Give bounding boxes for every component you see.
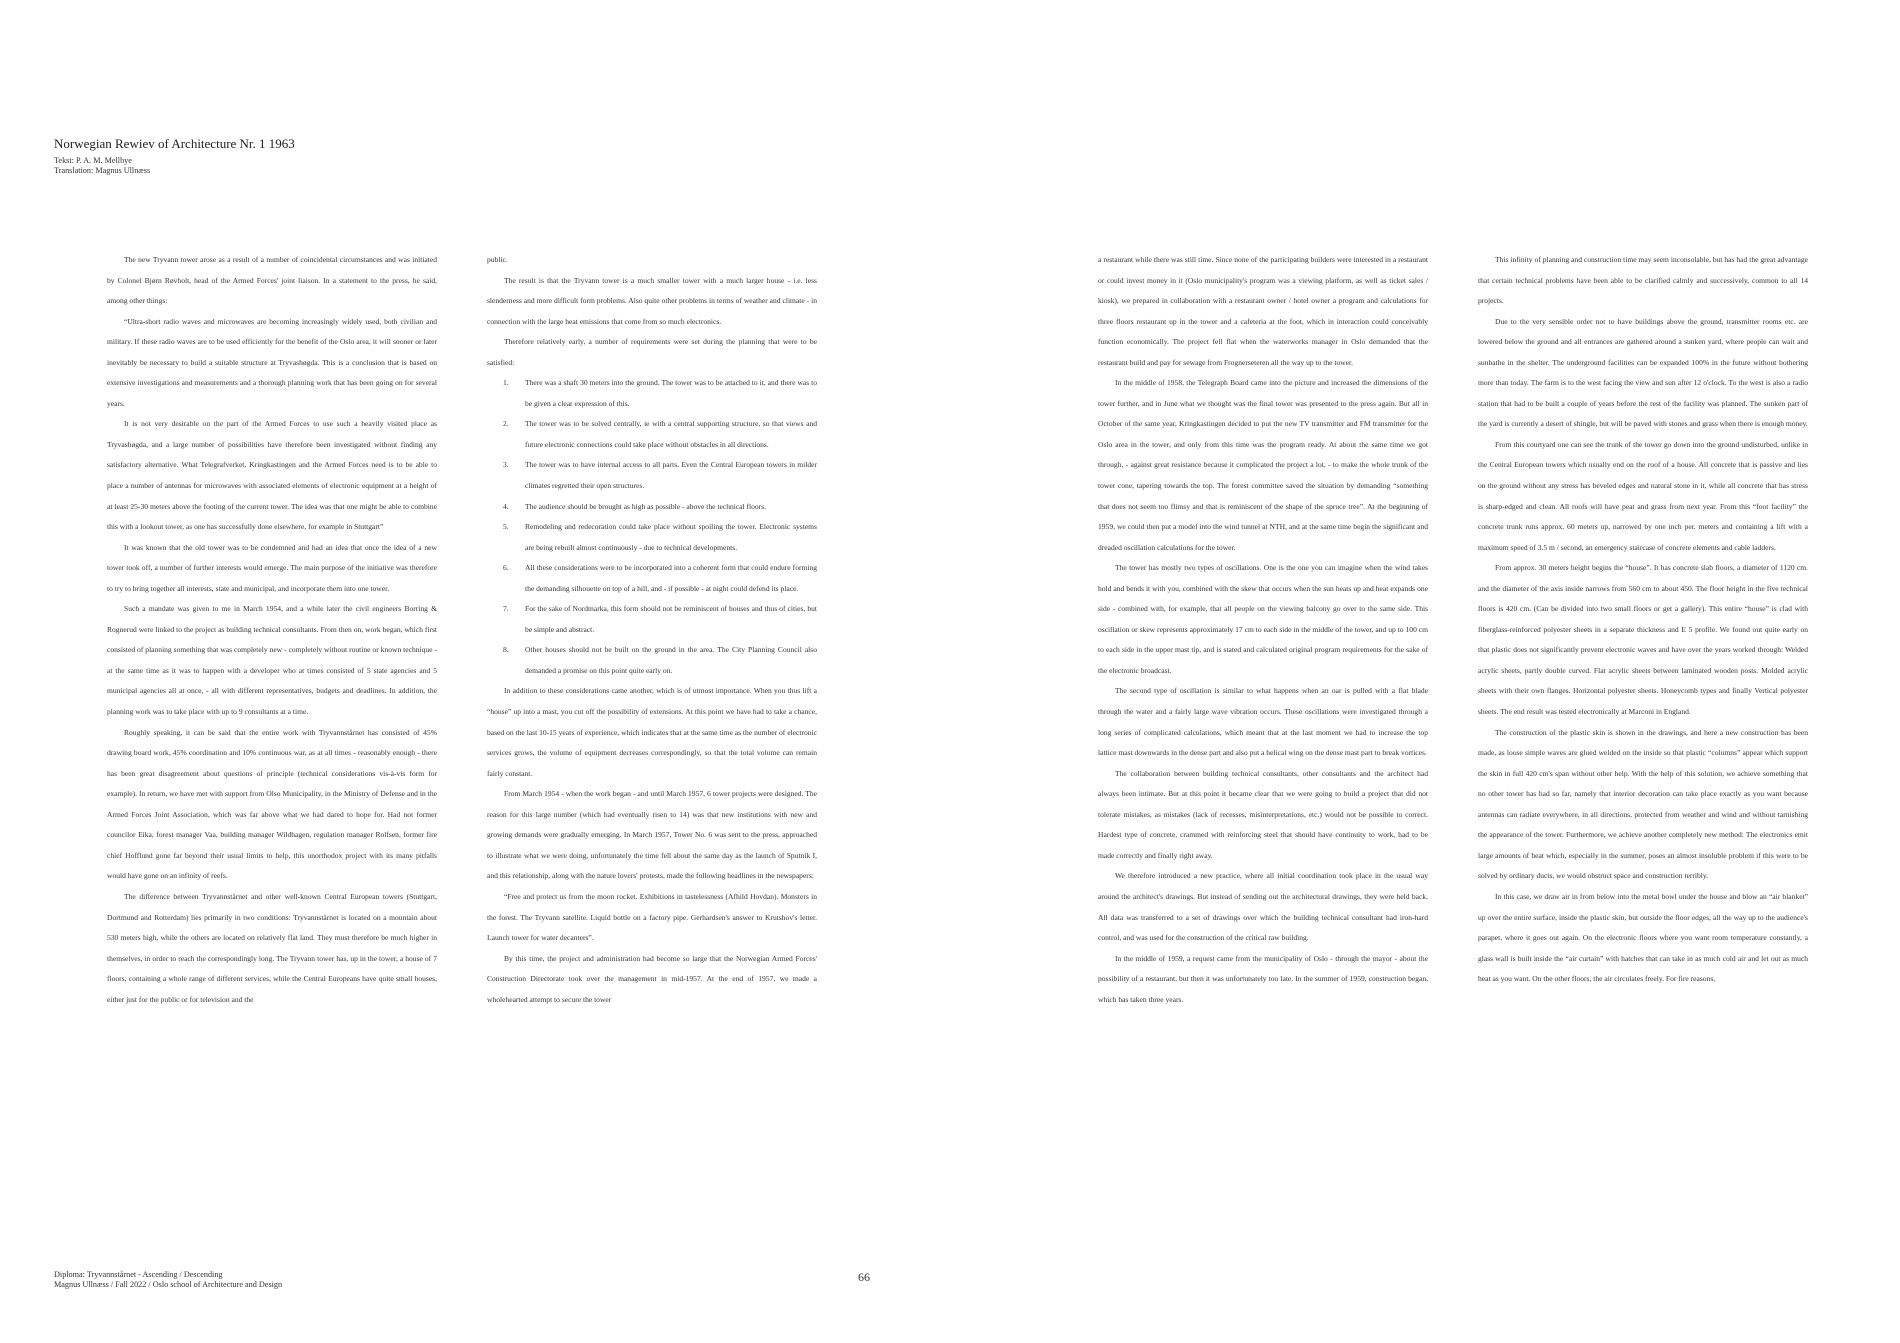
paragraph: It is not very desirable on the part of the Armed Forces to use such a heavily visited place as Tryvashøgda, and a large number of possibilities have therefore been investigated without finding any satisfactory alternative. What Telegrafverket, Kringkastingen and the Armed Forces need is to be able to place a number of antennas for microwaves with associated elements of electronic equipment at a height of at least 25-30 meters above the footing of the current tower. The idea was that one might be able to combine this with a lookout tower, as one has successfully done elsewhere, for example in Stuttgart” bbox=[107, 419, 437, 532]
footer-line-author: Magnus Ullnæss / Fall 2022 / Oslo school of Architecture and Design bbox=[54, 1280, 283, 1289]
paragraph: The second type of oscillation is similar to what happens when an oar is pulled with a flat blade through the water and a fairly large wave vibration occurs. These oscillations were investigated through a long series of complicated calculations, which meant that at the last moment we had to increase the top lattice mast downwards in the dense part and also put a helical wing on the dense mast part to break vortices. bbox=[1098, 686, 1428, 758]
paragraph: The construction of the plastic skin is shown in the drawings, and here a new construction has been made, as loose simple waves are glued welded on the inside so that plastic “columns” appear which support the skin in full 420 cm's span without other help. With the help of this solution, we achieve something that no other tower has had so far, namely that interior decoration can take place exactly as you want because antennas can radiate everywhere, in all directions, protected from weather and wind and without tarnishing the appearance of the tower. Furthermore, we achieve another completely new method: The electronics emit large amounts of heat which, especially in the summer, poses an almost insoluble problem if this were to be solved by ordinary ducts, we would obstruct space and construction terribly. bbox=[1478, 727, 1808, 881]
list-item bbox=[487, 497, 817, 518]
paragraph: “Ultra-short radio waves and microwaves are becoming increasingly widely used, both civilian and military. If these radio waves are to be used efficiently for the benefit of the Oslo area, it will sooner or later inevitably be necessary to build a suitable structure at Tryvashøgda. This is a conclusion that is based on extensive investigations and measurements and a thorough planning work that has been going on for several years. bbox=[107, 316, 437, 408]
paragraph: From approx. 30 meters height begins the “house”. It has concrete slab floors, a diameter of 1120 cm. and the diameter of the axis inside narrows from 560 cm to about 450. The floor height in the five technical floors is 420 cm. (Can be divided into two small floors or get a gallery). This entire “house” is clad with fiberglass-reinforced polyester sheets in a separate thickness and E 5 profile. We found out quite early on that plastic does not significantly prevent electronic waves and have over the years worked through: Welded acrylic sheets, partly double curved. Flat acrylic sheets between laminated wooden posts. Molded acrylic sheets with their own flanges. Horizontal polyester sheets. Honeycomb types and finally Vertical polyester sheets. The end result was tested electronically at Marconi in England. bbox=[1478, 563, 1808, 717]
paragraph: The difference between Tryvannstårnet and other well-known Central European towers (Stuttgart, Dortmund and Rotterdam) lies primarily in two conditions: Tryvannstårnet is located on a mountain about 530 meters high, while the others are located on relatively flat land. They must therefore be much higher in themselves, in order to reach the correspondingly long. The Tryvann tower has, up in the tower, a house of 7 floors, containing a whole range of different services, while the Central Europeans have quite small houses, either just for the public or for television and the bbox=[107, 891, 437, 1004]
paragraph: This infinity of planning and construction time may seem inconsolable, but has had the great advantage that certain technical problems have been able to be clarified calmly and successively, common to all 14 projects. bbox=[1478, 255, 1808, 306]
list-item bbox=[487, 640, 817, 681]
paragraph: It was known that the old tower was to be condemned and had an idea that once the idea of a new tower took off, a number of further interests would emerge. The main purpose of the initiative was therefore to try to bring together all interests, state and municipal, and incorporate them into one tower. bbox=[107, 542, 437, 593]
paragraph: The collaboration between building technical consultants, other consultants and the architect had always been intimate. But at this point it became clear that we were going to build a project that did not tolerate mistakes, as mistakes (lack of recesses, misinterpretations, etc.) would not be possible to correct. Hardest type of concrete, crammed with reinforcing steel that should have continuity to work, had to be made correctly and finally right away. bbox=[1098, 768, 1428, 860]
paragraph: In addition to these considerations came another, which is of utmost importance. When you thus lift a “house” up into a mast, you cut off the possibility of extensions. At this point we have had to take a chance, based on the last 10-15 years of experience, which indicates that at the same time as the number of electronic services grows, the volume of equipment decreases correspondingly, so that the total volume can remain fairly constant. bbox=[487, 686, 817, 778]
list-item bbox=[487, 455, 817, 496]
footer-line-diploma: Diploma: Tryvannstårnet - Ascending / Descending bbox=[54, 1270, 223, 1279]
translation-line: Translation: Magnus Ullnæss bbox=[54, 166, 151, 175]
page-footer bbox=[54, 1270, 282, 1290]
paragraph: The new Tryvann tower arose as a result of a number of coincidental circumstances and was initiated by Colonel Bjørn Røvholt, head of the Armed Forces' joint liaison. In a statement to the press, he said, among other things: bbox=[107, 255, 437, 306]
paragraph: In the middle of 1958, the Telegraph Board came into the picture and increased the dimensions of the tower further, and in June what we thought was the final tower was presented to the press again. But all in October of the same year, Kringkastingen decided to put the new TV transmitter and FM transmitter for the Oslo area in the tower, and only from this time was the program ready. At about the same time we got through, - against great resistance because it complicated the project a lot, - to make the whole trunk of the tower cone, tapering towards the top. The forest committee saved the situation by demanding “something that does not seem too flimsy and that is reminiscent of the shape of the spruce tree”. At the beginning of 1959, we could then put a model into the wind tunnel at NTH, and at the same time begin the significant and dreaded oscillation calculations for the tower. bbox=[1098, 378, 1428, 552]
text-column-4 bbox=[1478, 250, 1808, 990]
list-number: 8. bbox=[503, 645, 509, 655]
paragraph: In the middle of 1959, a request came from the municipality of Oslo - through the mayor - about the possibility of a restaurant, but then it was unfortunately too late. In the summer of 1959, construction began, which has taken three years. bbox=[1098, 953, 1428, 1004]
paragraph: From March 1954 - when the work began - and until March 1957, 6 tower projects were designed. The reason for this large number (which had eventually risen to 14) was that new institutions with new and growing demands were gradually emerging. In March 1957, Tower No. 6 was sent to the press, approached to illustrate what we were doing, unfortunately the time fell about the same day as the launch of Sputnik I, and this relationship, along with the nature lovers' protests, made the following headlines in the newspapers: bbox=[487, 789, 817, 881]
list-text: All these considerations were to be incorporated into a coherent form that could endure forming the demanding silhouette on top of a hill, and - if possible - at night could defend its place. bbox=[525, 563, 817, 593]
list-number: 7. bbox=[503, 604, 509, 614]
paragraph: “Free and protect us from the moon rocket. Exhibitions in tastelessness (Afhild Hovdan). Monsters in the forest. The Tryvann satellite. Liquid bottle on a factory pipe. Gerhardsen's answer to Krutshov's letter. Launch tower for water decanters”. bbox=[487, 891, 817, 943]
list-item bbox=[487, 558, 817, 599]
paragraph: By this time, the project and administration had become so large that the Norwegian Armed Forces' Construction Directorate took over the management in mid-1957. At the end of 1957, we made a wholehearted attempt to secure the tower bbox=[487, 953, 817, 1004]
page-number: 66 bbox=[858, 1270, 870, 1284]
article-title: Norwegian Rewiev of Architecture Nr. 1 1963 bbox=[54, 136, 295, 151]
paragraph: a restaurant while there was still time. Since none of the participating builders were interested in a restaurant or could invest money in it (Oslo municipality's program was a viewing platform, as well as ticket sales / kiosk), we prepared in collaboration with a restaurant owner / hotel owner a program and calculations for three floors restaurant up in the tower and a cafeteria at the foot, which in interaction could conceivably function economically. The project fell flat when the waterworks manager in Oslo demanded that the restaurant build and pay for sewage from Frognerseteren all the way up to the tower. bbox=[1098, 255, 1428, 367]
requirements-list bbox=[487, 373, 817, 681]
paragraph: Due to the very sensible order not to have buildings above the ground, transmitter rooms etc. are lowered below the ground and all entrances are gathered around a sunken yard, where people can wait and sunbathe in the shelter. The underground facilities can be expanded 100% in the future without bothering more than today. The farm is to the west facing the view and sun after 12 o'clock. To the west is also a radio station that had to be built a couple of years before the rest of the facility was planned. The sunken part of the yard is currently a desert of shingle, but will be paved with stones and grass when there is enough money. bbox=[1478, 316, 1808, 429]
list-item bbox=[487, 373, 817, 414]
paragraph: The tower has mostly two types of oscillations. One is the one you can imagine when the wind takes hold and bends it with you, combined with the skew that occurs when the sun heats up and heat expands one side - combined with, for example, that all people on the viewing balcony go over to the same side. This oscillation or skew represents approximately 17 cm to each side in the middle of the tower, and up to 100 cm to each side in the upper mast tip, and is stated and calculated original program requirements for the sake of the electronic broadcast. bbox=[1098, 563, 1428, 675]
list-item bbox=[487, 599, 817, 640]
list-text: The tower was to have internal access to all parts. Even the Central European towers in milder climates regretted their open structures. bbox=[525, 460, 817, 491]
list-item bbox=[487, 517, 817, 558]
list-item bbox=[487, 414, 817, 455]
article-header bbox=[54, 136, 295, 176]
text-column-3 bbox=[1098, 250, 1428, 1010]
list-text: For the sake of Nordmarka, this form should not be reminiscent of houses and thus of cities, but be simple and abstract. bbox=[525, 604, 817, 634]
list-text: The audience should be brought as high as possible - above the technical floors. bbox=[525, 501, 767, 511]
author-line: Tekst: P. A. M. Mellbye bbox=[54, 156, 132, 165]
paragraph: Therefore relatively early, a number of requirements were set during the planning that were to be satisfied: bbox=[487, 337, 817, 367]
paragraph: In this case, we draw air in from below into the metal bowl under the house and blow an “air blanket” up over the entire surface, inside the plastic skin, but outside the floor edges, all the way up to the audience's parapet, where it goes out again. On the electronic floors where you want room temperature constantly, a glass wall is built inside the “air curtain” with hatches that can take in as much cold air and let out as much heat as you want. On the other floors, the air circulates freely. For fire reasons, bbox=[1478, 891, 1808, 984]
paragraph: Such a mandate was given to me in March 1954, and a while later the civil engineers Borring & Rognerud were linked to the project as building technical consultants. From then on, work began, which first consisted of planning something that was completely new - completely without routine or known technique - at the same time as it was to happen with a developer who at times consisted of 5 state agencies and 5 municipal agencies all at once, - all with different representatives, budgets and deadlines. In addition, the planning work was to take place with up to 9 consultants at a time. bbox=[107, 604, 437, 717]
text-column-1 bbox=[107, 250, 437, 1010]
list-number: 5. bbox=[503, 522, 509, 532]
list-text: The tower was to be solved centrally, ie with a central supporting structure, so that views and future electronic connections could take place without obstacles in all directions. bbox=[525, 419, 817, 449]
list-text: Other houses should not be built on the ground in the area. The City Planning Council also demanded a promise on this point quite early on. bbox=[525, 645, 817, 675]
paragraph: From this courtyard one can see the trunk of the tower go down into the ground undisturbed, unlike in the Central European towers which usually end on the roof of a house. All concrete that is passive and lies on the ground without any stress has beveled edges and natural stone in it, while all concrete that has stress is sharp-edged and clean. All roofs will have peat and grass from next year. From this “foot facility” the concrete trunk runs approx. 60 meters up, narrowed by one inch per. meters and containing a lift with a maximum speed of 3.5 m / second, an emergency staircase of concrete elements and cable ladders. bbox=[1478, 439, 1808, 552]
text-column-2 bbox=[487, 250, 817, 1010]
paragraph: Roughly speaking, it can be said that the entire work with Tryvannstårnet has consisted of 45% drawing board work, 45% coordination and 10% continuous war, as at all times - reasonably enough - there has been great disagreement about questions of principle (technical considerations vis-à-vis form for example). In return, we have met with support from Olso Municipality, in the Ministry of Defense and in the Armed Forces Joint Association, which was far above what we had dared to hope for. Had not former councilor Eika, forest manager Vaa, building manager Wildhagen, regulation manager Rolfsen, former fire chief Hofflund gone far beyond their usual limits to help, this unorthodox project with its many pitfalls would have gone on an infinity of reefs. bbox=[107, 727, 437, 881]
paragraph: The result is that the Tryvann tower is a much smaller tower with a much larger house - i.e. less slenderness and more difficult form problems. Also quite other problems in terms of weather and climate - in connection with the large heat emissions that come from so much electronics. bbox=[487, 275, 817, 326]
paragraph: We therefore introduced a new practice, where all initial coordination took place in the usual way around the architect's drawings. But instead of sending out the architectural drawings, they were held back. All data was transferred to a set of drawings over which the building technical consultant had iron-hard control, and was used for the construction of the critical raw building. bbox=[1098, 871, 1428, 943]
list-number: 1. bbox=[503, 378, 509, 388]
list-number: 2. bbox=[503, 419, 509, 429]
list-number: 6. bbox=[503, 563, 509, 573]
list-number: 4. bbox=[503, 501, 509, 511]
list-number: 3. bbox=[503, 460, 509, 470]
paragraph: public. bbox=[487, 255, 508, 264]
list-text: There was a shaft 30 meters into the ground. The tower was to be attached to it, and there was to be given a clear expression of this. bbox=[525, 378, 817, 408]
list-text: Remodeling and redecoration could take place without spoiling the tower. Electronic systems are being rebuilt almost continuously - due to technical developments. bbox=[525, 522, 817, 552]
